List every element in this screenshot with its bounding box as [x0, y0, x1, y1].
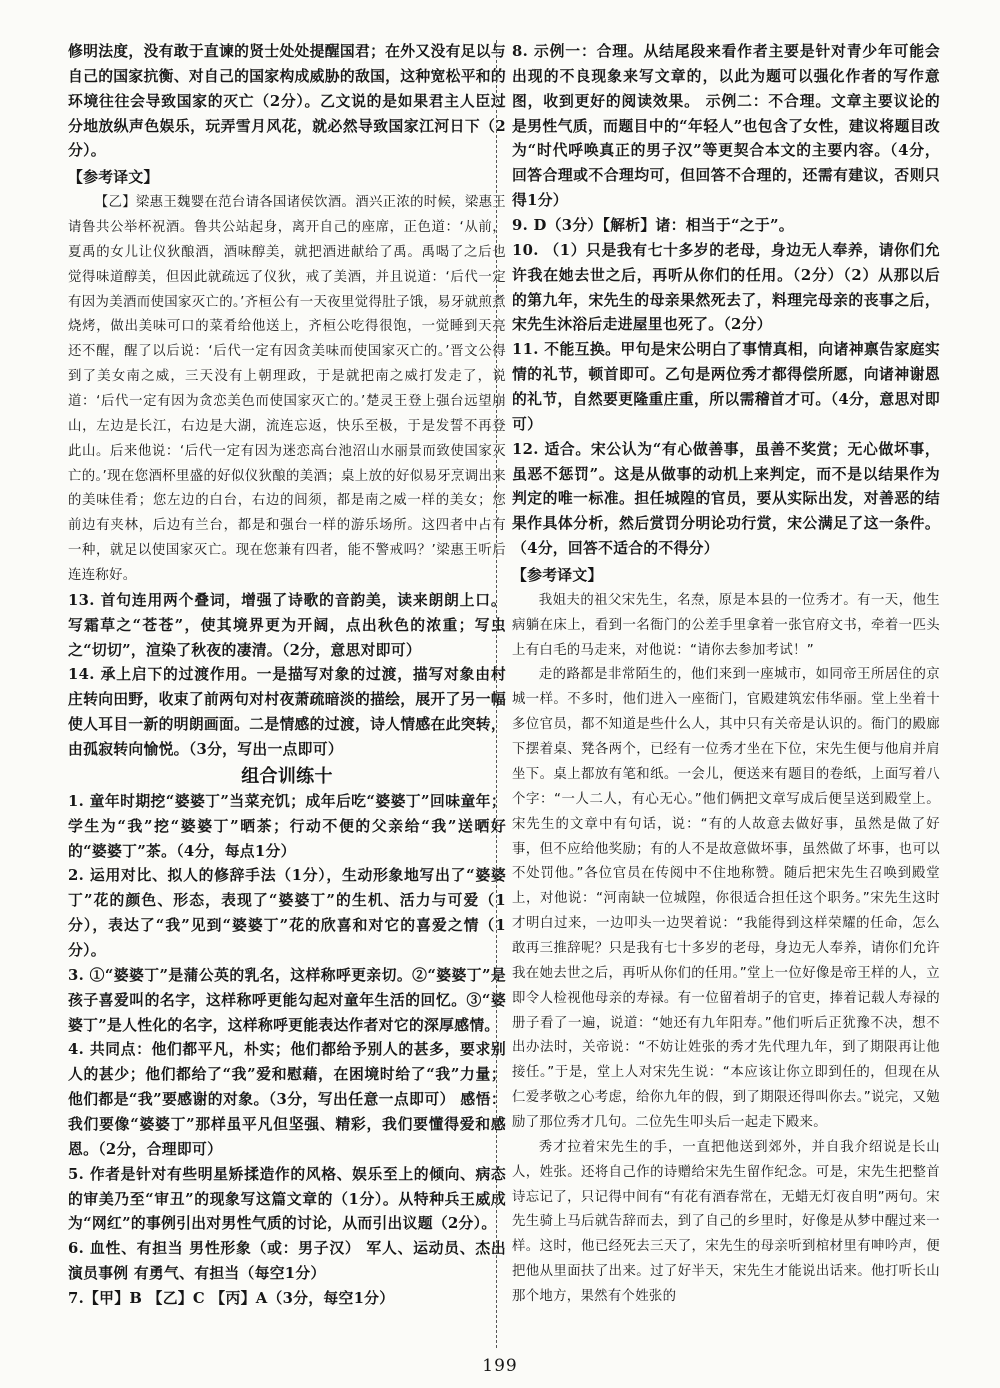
answer-6: 6. 血性、有担当 男性形象（或：男子汉） 军人、运动员、杰出演员事例 有勇气、有担当（每空1分）	[68, 1240, 506, 1283]
answer-12: 12. 适合。宋公认为“有心做善事，虽善不奖赏；无心做坏事，虽恶不惩罚”。这是从做事的动机上来判定，而不是以结果作为判定的唯一标准。担任城隍的官员，要从实际出发，对善恶的结果作具体分析，然后赏罚分明论功行赏，宋公满足了这一条件。（4分，回答不适合的不得分）	[512, 440, 940, 558]
answer-11: 11. 不能互换。甲句是宋公明白了事情真相，向诸神禀告家庭实情的礼节，顿首即可。乙句是两位秀才都得偿所愿，向诸神谢恩的礼节，自然要更隆重庄重，所以需稽首才可。（4分，意思对即可）	[512, 341, 940, 433]
left-column	[68, 40, 506, 1312]
translation-paragraph-3: 秀才拉着宋先生的手，一直把他送到郊外，并自我介绍说是长山人，姓张。还将自己作的诗赠给宋先生留作纪念。可是，宋先生把整首诗忘记了，只记得中间有“有花有酒春常在，无蜡无灯夜自明”两句。宋先生骑上马后就告辞而去，到了自己的乡里时，好像是从梦中醒过来一样。这时，他已经死去三天了，宋先生的母亲听到棺材里有呻吟声，便把他从里面扶了出来。过了好半天，宋先生才能说出话来。他打听长山那个地方，果然有个姓张的	[512, 1139, 940, 1304]
section-title: 组合训练十	[241, 765, 333, 787]
answer-9: 9. D（3分）【解析】诸：相当于“之于”。	[512, 217, 794, 235]
answer-14: 14. 承上启下的过渡作用。一是描写对象的过渡，描写对象由村庄转向田野，收束了前两句对村夜萧疏暗淡的描绘，展开了另一幅使人耳目一新的明朗画面。二是情感的过渡，诗人情感在此突转，由孤寂转向愉悦。（3分，写出一点即可）	[68, 666, 506, 759]
answer-4: 4. 共同点：他们都平凡，朴实；他们都给予别人的甚多，要求别人的甚少；他们都给了“我”爱和慰藉，在困境时给了“我”力量；他们都是“我”要感谢的对象。（3分，写出任意一点即可） 感悟：我们要像“婆婆丁”那样虽平凡但坚强、精彩，我们要懂得爱和感恩。（2分，合理即可）	[68, 1041, 506, 1158]
answer-10: 10. （1）只是我有七十多岁的老母，身边无人奉养，请你们允许我在她去世之后，再听从你们的任用。（2分）（2）从那以后的第九年，宋先生的母亲果然死去了，料理完母亲的丧事之后，宋先生沐浴后走进屋里也死了。（2分）	[512, 241, 940, 334]
answer-3: 3. ①“婆婆丁”是蒲公英的乳名，这样称呼更亲切。②“婆婆丁”是孩子喜爱叫的名字，这样称呼更能勾起对童年生活的回忆。③“婆婆丁”是人性化的名字，这样称呼更能表达作者对它的深厚感情。	[68, 966, 506, 1034]
answer-continuation: 修明法度，没有敢于直谏的贤士处处提醒国君；在外又没有足以与自己的国家抗衡、对自己的国家构成威胁的敌国，这种宽松平和的环境往往会导致国家的灭亡（2分）。乙文说的是如果君主人臣过分地放纵声色娱乐，玩弄雪月风花，就必然导致国家江河日下（2分）。	[68, 43, 506, 160]
translation-paragraph-2: 走的路都是非常陌生的，他们来到一座城市，如同帝王所居住的京城一样。不多时，他们进入一座衙门，官殿建筑宏伟华丽。堂上坐着十多位官员，都不知道是些什么人，其中只有关帝是认识的。衙门的殿廊下摆着桌、凳各两个，已经有一位秀才坐在下位，宋先生便与他肩并肩坐下。桌上都放有笔和纸。一会儿，便送来有题目的卷纸，上面写着八个字：“一人二人，有心无心。”他们俩把文章写成后便呈送到殿堂上。宋先生的文章中有句话，说：“有的人故意去做好事，虽然是做了好事，但不应给他奖励；有的人不是故意做坏事，虽然做了坏事，也可以不处罚他。”各位官员在传阅中不住地称赞。随后把宋先生召唤到殿堂上，对他说：“河南缺一位城隍，你很适合担任这个职务。”宋先生这时才明白过来，一边叩头一边哭着说：“我能得到这样荣耀的任命，怎么敢再三推辞呢？只是我有七十多岁的老母，身边无人奉养，请你们允许我在她去世之后，再听从你们的任用。”堂上一位好像是帝王样的人，立即令人检视他母亲的寿禄。有一位留着胡子的官吏，捧着记载人寿禄的册子看了一遍，说道：“她还有九年阳寿。”他们听后正犹豫不决，想不出办法时，关帝说：“不妨让姓张的秀才先代理九年，到了期限再让他接任。”于是，堂上人对宋先生说：“本应该让你立即到任的，但现在从仁爱孝敬之心考虑，给你九年的假，到了期限还得叫你去。”说完，又勉励了那位秀才几句。二位先生叩头后一起走下殿来。	[512, 667, 940, 1130]
reference-translation-heading-2: 【参考译文】	[512, 567, 603, 585]
right-column	[512, 40, 940, 1310]
translation-yi: 【乙】梁惠王魏婴在范台请各国诸侯饮酒。酒兴正浓的时候，梁惠王请鲁共公举杯祝酒。鲁共公站起身，离开自己的座席，正色道：‘从前，夏禹的女儿让仪狄酿酒，酒味醇美，就把酒进献给了禹。禹喝了之后也觉得味道醇美，但因此就疏远了仪狄，戒了美酒，并且说道：‘后代一定有因为美酒而使国家灭亡的。’齐桓公有一天夜里觉得肚子饿，易牙就煎煮烧烤，做出美味可口的菜肴给他送上，齐桓公吃得很饱，一觉睡到天亮还不醒，醒了以后说：‘后代一定有因贪美味而使国家灭亡的。’晋文公得到了美女南之威，三天没有上朝理政，于是就把南之威打发走了，说道：‘后代一定有因为贪恋美色而使国家灭亡的。’楚灵王登上强台远望崩山，左边是长江，右边是大湖，流连忘返，快乐至极，于是发誓不再登此山。后来他说：‘后代一定有因为迷恋高台池沼山水丽景而致使国家灭亡的。’现在您酒杯里盛的好似仪狄酿的美酒；桌上放的好似易牙烹调出来的美味佳肴；您左边的白台，右边的闾须，都是南之威一样的美女；您前边有夹林，后边有兰台，都是和强台一样的游乐场所。这四者中占有一种，就足以使国家灭亡。现在您兼有四者，能不警戒吗？’梁惠王听后连连称好。	[68, 195, 506, 584]
translation-paragraph-1: 我姐夫的祖父宋先生，名焘，原是本县的一位秀才。有一天，他生病躺在床上，看到一名衙门的公差手里拿着一张官府文书，牵着一匹头上有白毛的马走来，对他说：“请你去参加考试！”	[512, 592, 940, 658]
answer-7: 7.【甲】B 【乙】C 【丙】A（3分，每空1分）	[68, 1289, 395, 1307]
column-divider	[496, 40, 497, 1348]
answer-13: 13. 首句连用两个叠词，增强了诗歌的音韵美，读来朗朗上口。写霜草之“苍苍”，使其境界更为开阔，点出秋色的浓重；写虫之“切切”，渲染了秋夜的凄清。（2分，意思对即可）	[68, 591, 506, 659]
answer-2: 2. 运用对比、拟人的修辞手法（1分），生动形象地写出了“婆婆丁”花的颜色、形态，表现了“婆婆丁”的生机、活力与可爱（1分），表达了“我”见到“婆婆丁”花的欣喜和对它的喜爱之情（1分）。	[68, 867, 506, 959]
answer-1: 1. 童年时期挖“婆婆丁”当菜充饥；成年后吃“婆婆丁”回味童年；学生为“我”挖“婆婆丁”晒茶；行动不便的父亲给“我”送晒好的“婆婆丁”茶。（4分，每点1分）	[68, 792, 506, 860]
answer-5: 5. 作者是针对有些明星矫揉造作的风格、娱乐至上的倾向、病态的审美乃至“审丑”的现象写这篇文章的（1分）。从特种兵王威成为“网红”的事例引出对男性气质的讨论，从而引出议题（2分）。	[68, 1165, 506, 1233]
page-number: 199	[482, 1356, 518, 1376]
answer-8: 8. 示例一：合理。从结尾段来看作者主要是针对青少年可能会出现的不良现象来写文章的，以此为题可以强化作者的写作意图，收到更好的阅读效果。 示例二：不合理。文章主要议论的是男性气质，而题目中的“年轻人”也包含了女性，建议将题目改为“时代呼唤真正的男子汉”等更契合本文的主要内容。（4分，回答合理或不合理均可，但回答不合理的，还需有建议，否则只得1分）	[512, 43, 940, 210]
reference-translation-heading: 【参考译文】	[68, 169, 159, 187]
